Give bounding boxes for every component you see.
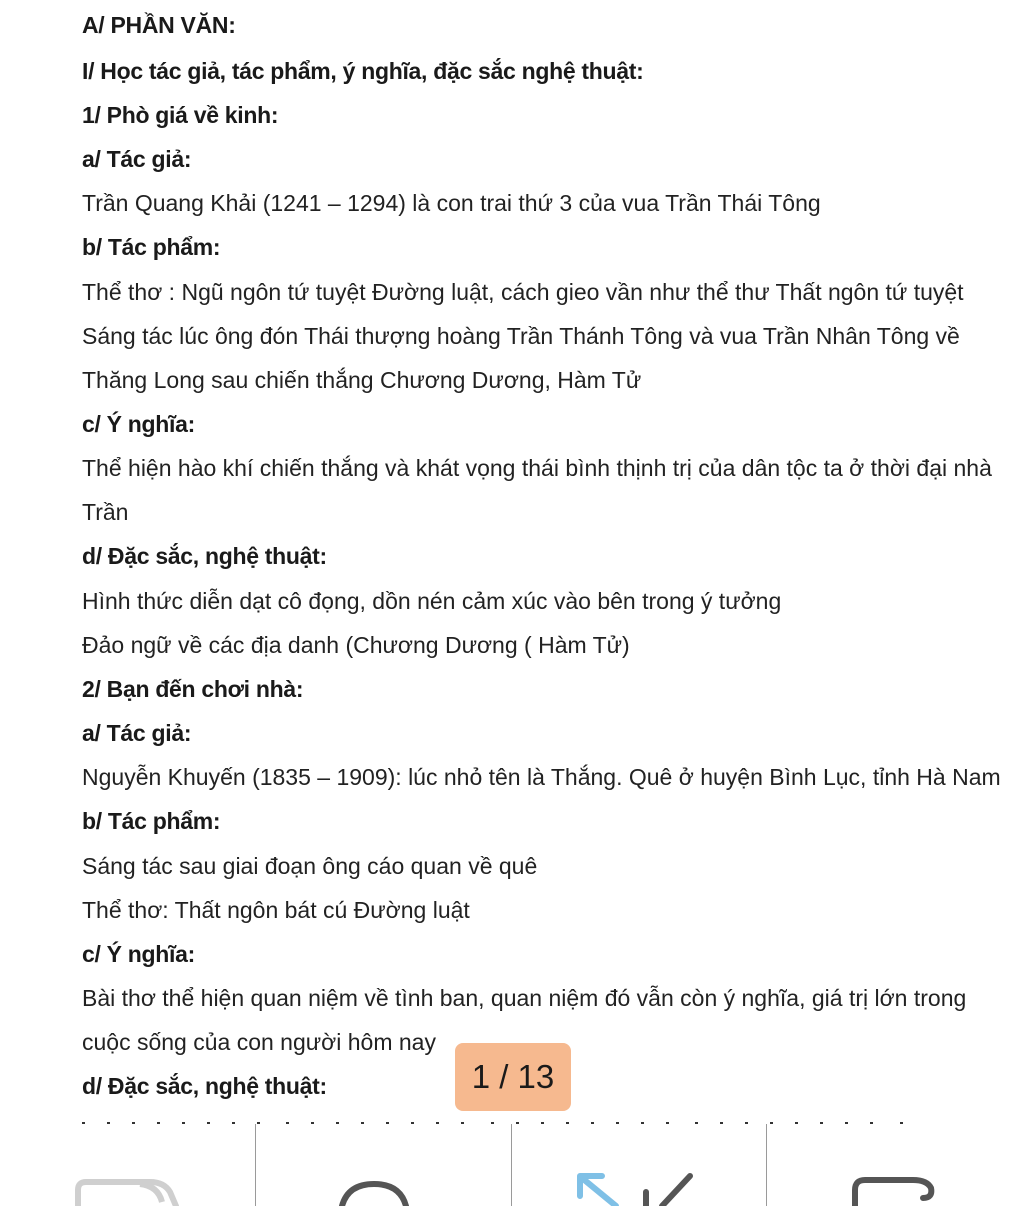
- page-indicator: 1 / 13: [455, 1043, 571, 1111]
- doc-line: a/ Tác giả:: [82, 146, 192, 172]
- doc-line: cuộc sống của con người hôm nay: [82, 1029, 436, 1055]
- doc-line: Hình thức diễn dạt cô đọng, dồn nén cảm xúc vào bên trong ý tưởng: [82, 588, 782, 614]
- doc-line: d/ Đặc sắc, nghệ thuật:: [82, 1073, 327, 1099]
- bottom-toolbar: [0, 1124, 1024, 1206]
- doc-line: Sáng tác lúc ông đón Thái thượng hoàng Trần Thánh Tông và vua Trần Nhân Tông về: [82, 323, 960, 349]
- doc-line: Thăng Long sau chiến thắng Chương Dương, Hàm Tử: [82, 367, 642, 393]
- copy-button[interactable]: [0, 1124, 255, 1206]
- doc-line: Đảo ngữ về các địa danh (Chương Dương ( Hàm Tử): [82, 632, 630, 658]
- doc-line: 1/ Phò giá về kinh:: [82, 102, 279, 128]
- note-button[interactable]: [767, 1124, 1022, 1206]
- doc-line: I/ Học tác giả, tác phẩm, ý nghĩa, đặc sắc nghệ thuật:: [82, 58, 644, 84]
- doc-line: A/ PHẦN VĂN:: [82, 12, 236, 38]
- doc-line: Nguyễn Khuyến (1835 – 1909): lúc nhỏ tên là Thắng. Quê ở huyện Bình Lục, tỉnh Hà Nam: [82, 764, 1001, 790]
- doc-line: Trần Quang Khải (1241 – 1294) là con trai thứ 3 của vua Trần Thái Tông: [82, 190, 821, 216]
- doc-line: a/ Tác giả:: [82, 720, 192, 746]
- doc-line: Thể hiện hào khí chiến thắng và khát vọng thái bình thịnh trị của dân tộc ta ở thời đại nhà: [82, 455, 992, 481]
- doc-line: b/ Tác phẩm:: [82, 234, 221, 260]
- search-icon: [256, 1193, 511, 1210]
- doc-line: c/ Ý nghĩa:: [82, 941, 195, 967]
- note-icon: [767, 1193, 1022, 1210]
- expand-icon: [512, 1193, 767, 1210]
- expand-button[interactable]: [512, 1124, 767, 1206]
- doc-line: Bài thơ thể hiện quan niệm về tình ban, quan niệm đó vẫn còn ý nghĩa, giá trị lớn trong: [82, 985, 967, 1011]
- copy-icon: [0, 1193, 255, 1210]
- doc-line: Sáng tác sau giai đoạn ông cáo quan về quê: [82, 853, 538, 879]
- doc-line: Thể thơ : Ngũ ngôn tứ tuyệt Đường luật, cách gieo vần như thể thư Thất ngôn tứ tuyệt: [82, 279, 964, 305]
- doc-line: c/ Ý nghĩa:: [82, 411, 195, 437]
- doc-line: d/ Đặc sắc, nghệ thuật:: [82, 543, 327, 569]
- doc-line: Trần: [82, 499, 129, 525]
- search-button[interactable]: [256, 1124, 511, 1206]
- doc-line: Thể thơ: Thất ngôn bát cú Đường luật: [82, 897, 470, 923]
- doc-line: b/ Tác phẩm:: [82, 808, 221, 834]
- doc-line: 2/ Bạn đến chơi nhà:: [82, 676, 304, 702]
